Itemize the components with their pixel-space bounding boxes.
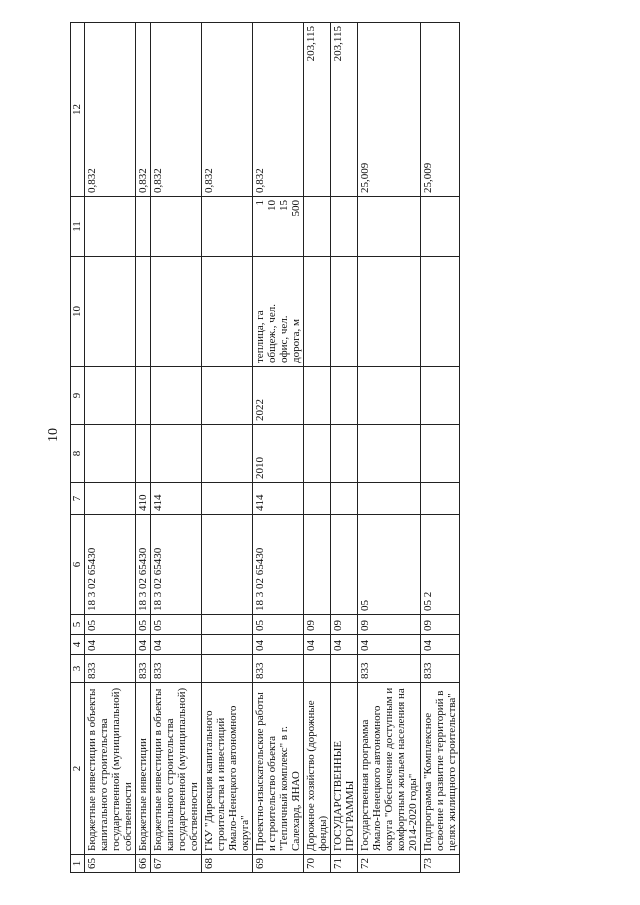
table-row: [136, 23, 151, 873]
cell-12: 25,009: [358, 23, 421, 197]
table-row: [253, 23, 304, 873]
row-name: Бюджетные инвестиции в объекты капитального строительства государственной (муниципальной) собственности: [151, 683, 202, 855]
cell-6: [331, 515, 358, 615]
cell-3: 833: [358, 655, 421, 683]
cell-6: 05: [358, 515, 421, 615]
cell-8: [85, 425, 136, 483]
row-number: 73: [421, 855, 460, 873]
cell-5: 09: [421, 615, 460, 635]
table-row: [421, 23, 460, 873]
cell-9: [421, 367, 460, 425]
cell-4: 04: [358, 635, 421, 655]
page-number: 10: [46, 428, 61, 442]
row-name: Подпрограмма "Комплексное освоение и развитие территорий в целях жилищного строительства": [421, 683, 460, 855]
cell-3: 833: [136, 655, 151, 683]
header-cell: 12: [71, 23, 85, 197]
cell-10: [85, 257, 136, 367]
cell-12: 25,009: [421, 23, 460, 197]
cell-10: [358, 257, 421, 367]
header-cell: 3: [71, 655, 85, 683]
cell-8: [421, 425, 460, 483]
cell-9: [358, 367, 421, 425]
cell-9: 2022: [253, 367, 304, 425]
row-name: ГКУ "Дирекция капитального строительства и инвестиций Ямало-Ненецкого автономного округа": [202, 683, 253, 855]
table-row: [304, 23, 331, 873]
cell-12: 203,115: [331, 23, 358, 197]
cell-9: [151, 367, 202, 425]
row-name: Государственная программа Ямало-Ненецкого автономного округа "Обеспечение доступным и комфортным жильем населения на 2014-2020 годы": [358, 683, 421, 855]
cell-11: [85, 197, 136, 257]
row-number: 71: [331, 855, 358, 873]
cell-4: 04: [85, 635, 136, 655]
cell-8: [202, 425, 253, 483]
cell-10: [421, 257, 460, 367]
row-number: 72: [358, 855, 421, 873]
row-number: 69: [253, 855, 304, 873]
table-row: [331, 23, 358, 873]
cell-4: 04: [151, 635, 202, 655]
cell-3: [202, 655, 253, 683]
cell-5: 09: [358, 615, 421, 635]
header-cell: 8: [71, 425, 85, 483]
cell-9: [85, 367, 136, 425]
cell-11: [331, 197, 358, 257]
cell-5: 09: [331, 615, 358, 635]
cell-8: [151, 425, 202, 483]
cell-6: 18 3 02 65430: [136, 515, 151, 615]
header-cell: 4: [71, 635, 85, 655]
cell-7: 410: [136, 483, 151, 515]
cell-3: 833: [421, 655, 460, 683]
rotated-table-container: [70, 23, 590, 873]
cell-6: [202, 515, 253, 615]
header-cell: 5: [71, 615, 85, 635]
cell-10: теплица, га общеж., чел. офис, чел. дорога, м: [253, 257, 304, 367]
row-number: 65: [85, 855, 136, 873]
table-row: [358, 23, 421, 873]
cell-5: 05: [85, 615, 136, 635]
row-name: Бюджетные инвестиции: [136, 683, 151, 855]
cell-11: [358, 197, 421, 257]
cell-12: 0,832: [136, 23, 151, 197]
row-number: 70: [304, 855, 331, 873]
table-row: [202, 23, 253, 873]
header-cell: 10: [71, 257, 85, 367]
cell-10: [304, 257, 331, 367]
row-number: 66: [136, 855, 151, 873]
row-name: Бюджетные инвестиции в объекты капитального строительства государственной (муниципальной) собственности: [85, 683, 136, 855]
cell-11: 1 10 15 500: [253, 197, 304, 257]
cell-7: 414: [151, 483, 202, 515]
cell-11: [151, 197, 202, 257]
cell-5: 05: [136, 615, 151, 635]
cell-10: [202, 257, 253, 367]
header-cell: 6: [71, 515, 85, 615]
header-cell: 2: [71, 683, 85, 855]
cell-9: [304, 367, 331, 425]
cell-7: [421, 483, 460, 515]
cell-8: 2010: [253, 425, 304, 483]
cell-3: [304, 655, 331, 683]
cell-11: [421, 197, 460, 257]
table-row: [85, 23, 136, 873]
cell-6: 05 2: [421, 515, 460, 615]
cell-10: [136, 257, 151, 367]
cell-7: [304, 483, 331, 515]
cell-5: [202, 615, 253, 635]
cell-6: 18 3 02 65430: [253, 515, 304, 615]
cell-12: 203,115: [304, 23, 331, 197]
budget-table: [70, 22, 460, 873]
cell-3: 833: [253, 655, 304, 683]
cell-11: [202, 197, 253, 257]
cell-3: [331, 655, 358, 683]
cell-10: [331, 257, 358, 367]
cell-7: [331, 483, 358, 515]
cell-4: 04: [331, 635, 358, 655]
cell-6: 18 3 02 65430: [85, 515, 136, 615]
cell-4: 04: [304, 635, 331, 655]
row-number: 68: [202, 855, 253, 873]
row-name: Проектно-изыскательские работы и строительство объекта "Тепличный комплекс" в г. Салехард, ЯНАО: [253, 683, 304, 855]
cell-8: [304, 425, 331, 483]
cell-12: 0,832: [253, 23, 304, 197]
cell-6: 18 3 02 65430: [151, 515, 202, 615]
row-name: ГОСУДАРСТВЕННЫЕ ПРОГРАММЫ: [331, 683, 358, 855]
cell-7: [202, 483, 253, 515]
header-cell: 7: [71, 483, 85, 515]
cell-11: [304, 197, 331, 257]
header-cell: 11: [71, 197, 85, 257]
table-row: [151, 23, 202, 873]
cell-4: 04: [253, 635, 304, 655]
cell-6: [304, 515, 331, 615]
cell-5: 05: [151, 615, 202, 635]
cell-3: 833: [85, 655, 136, 683]
cell-5: 05: [253, 615, 304, 635]
cell-4: 04: [421, 635, 460, 655]
cell-9: [136, 367, 151, 425]
header-row: [71, 23, 85, 873]
cell-12: 0,832: [202, 23, 253, 197]
cell-12: 0,832: [151, 23, 202, 197]
cell-8: [331, 425, 358, 483]
row-name: Дорожное хозяйство (дорожные фонды): [304, 683, 331, 855]
cell-7: 414: [253, 483, 304, 515]
cell-8: [358, 425, 421, 483]
cell-12: 0,832: [85, 23, 136, 197]
cell-10: [151, 257, 202, 367]
cell-4: [202, 635, 253, 655]
cell-7: [358, 483, 421, 515]
cell-8: [136, 425, 151, 483]
cell-11: [136, 197, 151, 257]
cell-9: [202, 367, 253, 425]
cell-7: [85, 483, 136, 515]
cell-3: 833: [151, 655, 202, 683]
cell-5: 09: [304, 615, 331, 635]
header-cell: 9: [71, 367, 85, 425]
header-cell: 1: [71, 855, 85, 873]
row-number: 67: [151, 855, 202, 873]
cell-9: [331, 367, 358, 425]
cell-4: 04: [136, 635, 151, 655]
